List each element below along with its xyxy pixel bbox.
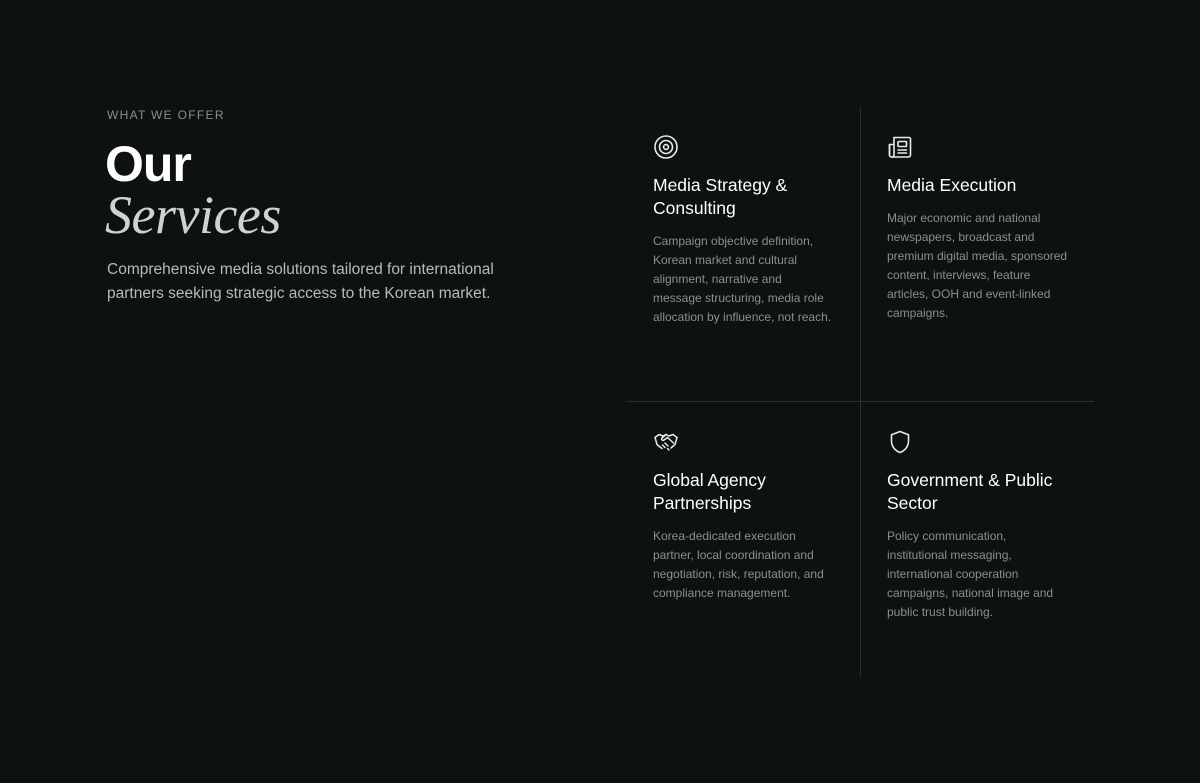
grid-divider-horizontal	[627, 401, 1094, 402]
newspaper-icon	[887, 134, 913, 160]
intro-text: Comprehensive media solutions tailored for international partners seeking strategic access to the Korean market.	[107, 261, 494, 302]
service-card-media-execution	[887, 134, 1072, 323]
service-card-government	[887, 429, 1067, 622]
eyebrow-label: WHAT WE OFFER	[107, 108, 225, 122]
service-description: Korea-dedicated execution partner, local coordination and negotiation, risk, reputation, and compliance management.	[653, 529, 824, 600]
page-title: Our	[105, 136, 191, 192]
handshake-icon	[653, 429, 679, 455]
grid-divider-vertical	[860, 107, 861, 677]
service-title: Media Execution	[887, 175, 1017, 195]
service-card-media-strategy	[653, 134, 833, 327]
service-description: Policy communication, institutional messaging, international cooperation campaigns, national image and public trust building.	[887, 529, 1054, 619]
page-title-accent: Services	[105, 185, 281, 245]
service-description: Campaign objective definition, Korean market and cultural alignment, narrative and message structuring, media role allocation by influence, not reach.	[653, 234, 832, 324]
service-title: Government & Public Sector	[887, 470, 1053, 513]
service-title: Global Agency Partnerships	[653, 470, 766, 513]
service-title: Media Strategy & Consulting	[653, 175, 788, 218]
service-description: Major economic and national newspapers, broadcast and premium digital media, sponsored content, interviews, feature articles, OOH and event-linked campaigns.	[887, 211, 1068, 320]
target-icon	[653, 134, 679, 160]
service-card-global-agency	[653, 429, 835, 603]
services-grid	[627, 107, 1094, 677]
shield-icon	[887, 429, 913, 455]
